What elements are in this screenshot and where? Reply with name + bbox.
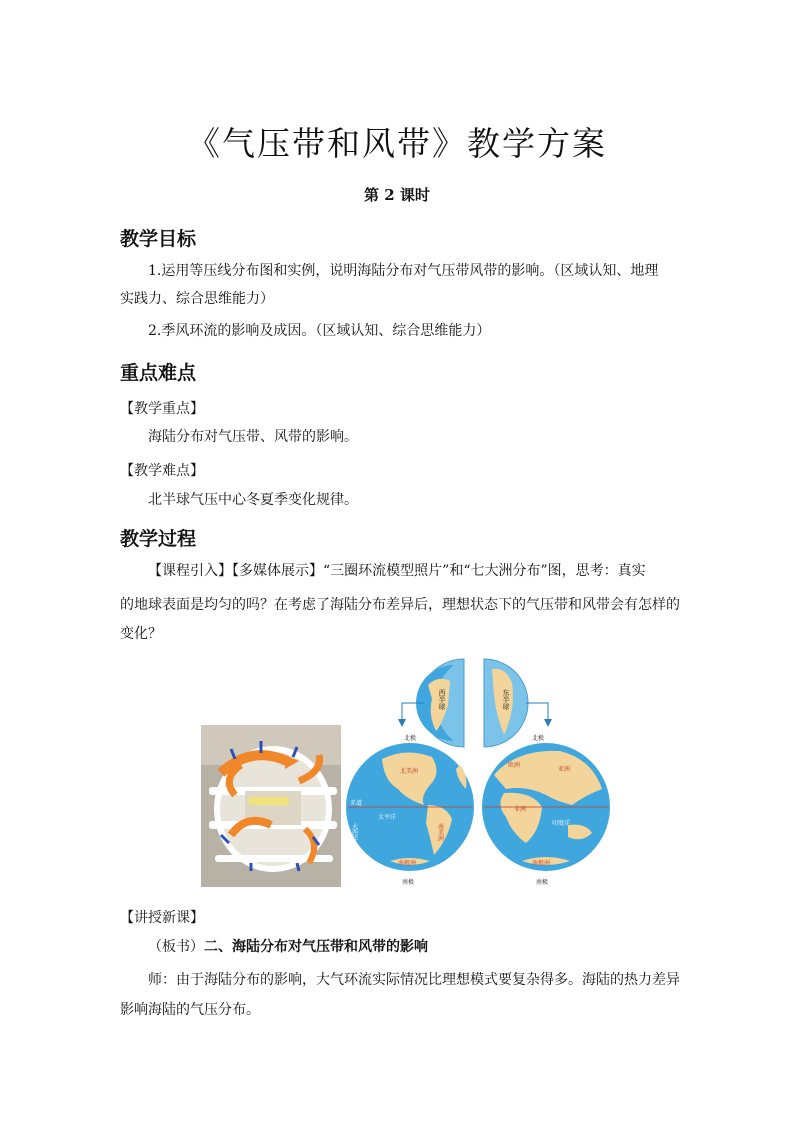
antarctica-label-east: 南极洲 — [532, 860, 551, 867]
board-title: 二、海陆分布对气压带和风带的影响 — [204, 939, 428, 955]
east-hemisphere-label: 东半球 — [502, 689, 510, 710]
new-lesson-label: 【讲授新课】 — [120, 910, 204, 926]
board-prefix: （板书） — [148, 939, 204, 955]
page-title: 《气压带和风带》教学方案 — [187, 124, 607, 163]
section-heading-key-points: 重点难点 — [120, 362, 197, 384]
south-pole-label-east: 南极 — [536, 879, 549, 886]
asia-label: 亚洲 — [558, 766, 571, 773]
indian-ocean-label: 印度洋 — [552, 820, 571, 827]
difficulty-label: 【教学难点】 — [120, 463, 204, 479]
circulation-model-photo — [201, 725, 341, 887]
goal-item-1-line-1: 1.运用等压线分布图和实例，说明海陆分布对气压带风带的影响。（区域认知、地理 — [148, 263, 659, 279]
equator-label: 赤道 — [350, 800, 363, 807]
teacher-line-1: 师：由于海陆分布的影响，大气环流实际情况比理想模式要复杂得多。海陆的热力差异 — [148, 972, 680, 988]
board-line — [148, 933, 428, 961]
north-pole-label-east: 北极 — [532, 735, 545, 742]
south-pole-label-west: 南极 — [402, 879, 415, 886]
teacher-line-2: 影响海陆的气压分布。 — [120, 1002, 260, 1018]
section-heading-goals: 教学目标 — [120, 228, 197, 250]
africa-label: 非洲 — [514, 806, 527, 813]
focus-label: 【教学重点】 — [120, 401, 204, 417]
section-heading-process: 教学过程 — [120, 528, 197, 550]
goal-item-1-line-2: 实践力、综合思维能力） — [120, 291, 274, 307]
intro-line-1: 【课程引入】【多媒体展示】“三圈环流模型照片”和“七大洲分布”图，思考：真实 — [148, 563, 646, 579]
south-america-label: 南美洲 — [436, 823, 444, 841]
difficulty-text: 北半球气压中心冬夏季变化规律。 — [148, 492, 358, 508]
europe-label: 欧洲 — [508, 762, 521, 769]
goal-item-2: 2.季风环流的影响及成因。（区域认知、综合思维能力） — [148, 323, 491, 339]
lesson-number: 第 2 课时 — [364, 186, 430, 204]
west-hemisphere-label: 西半球 — [438, 689, 446, 710]
antarctica-label: 南极洲 — [398, 860, 417, 867]
atlantic-label: 大西洋 — [350, 823, 358, 841]
hemisphere-maps — [346, 655, 610, 888]
north-pole-label-west: 北极 — [404, 735, 417, 742]
intro-line-2: 的地球表面是均匀的吗？在考虑了海陆分布差异后，理想状态下的气压带和风带会有怎样的 — [120, 597, 680, 613]
pacific-label: 太平洋 — [378, 814, 397, 821]
intro-line-3: 变化？ — [120, 626, 162, 642]
focus-text: 海陆分布对气压带、风带的影响。 — [148, 429, 358, 445]
north-america-label: 北美洲 — [400, 768, 419, 775]
